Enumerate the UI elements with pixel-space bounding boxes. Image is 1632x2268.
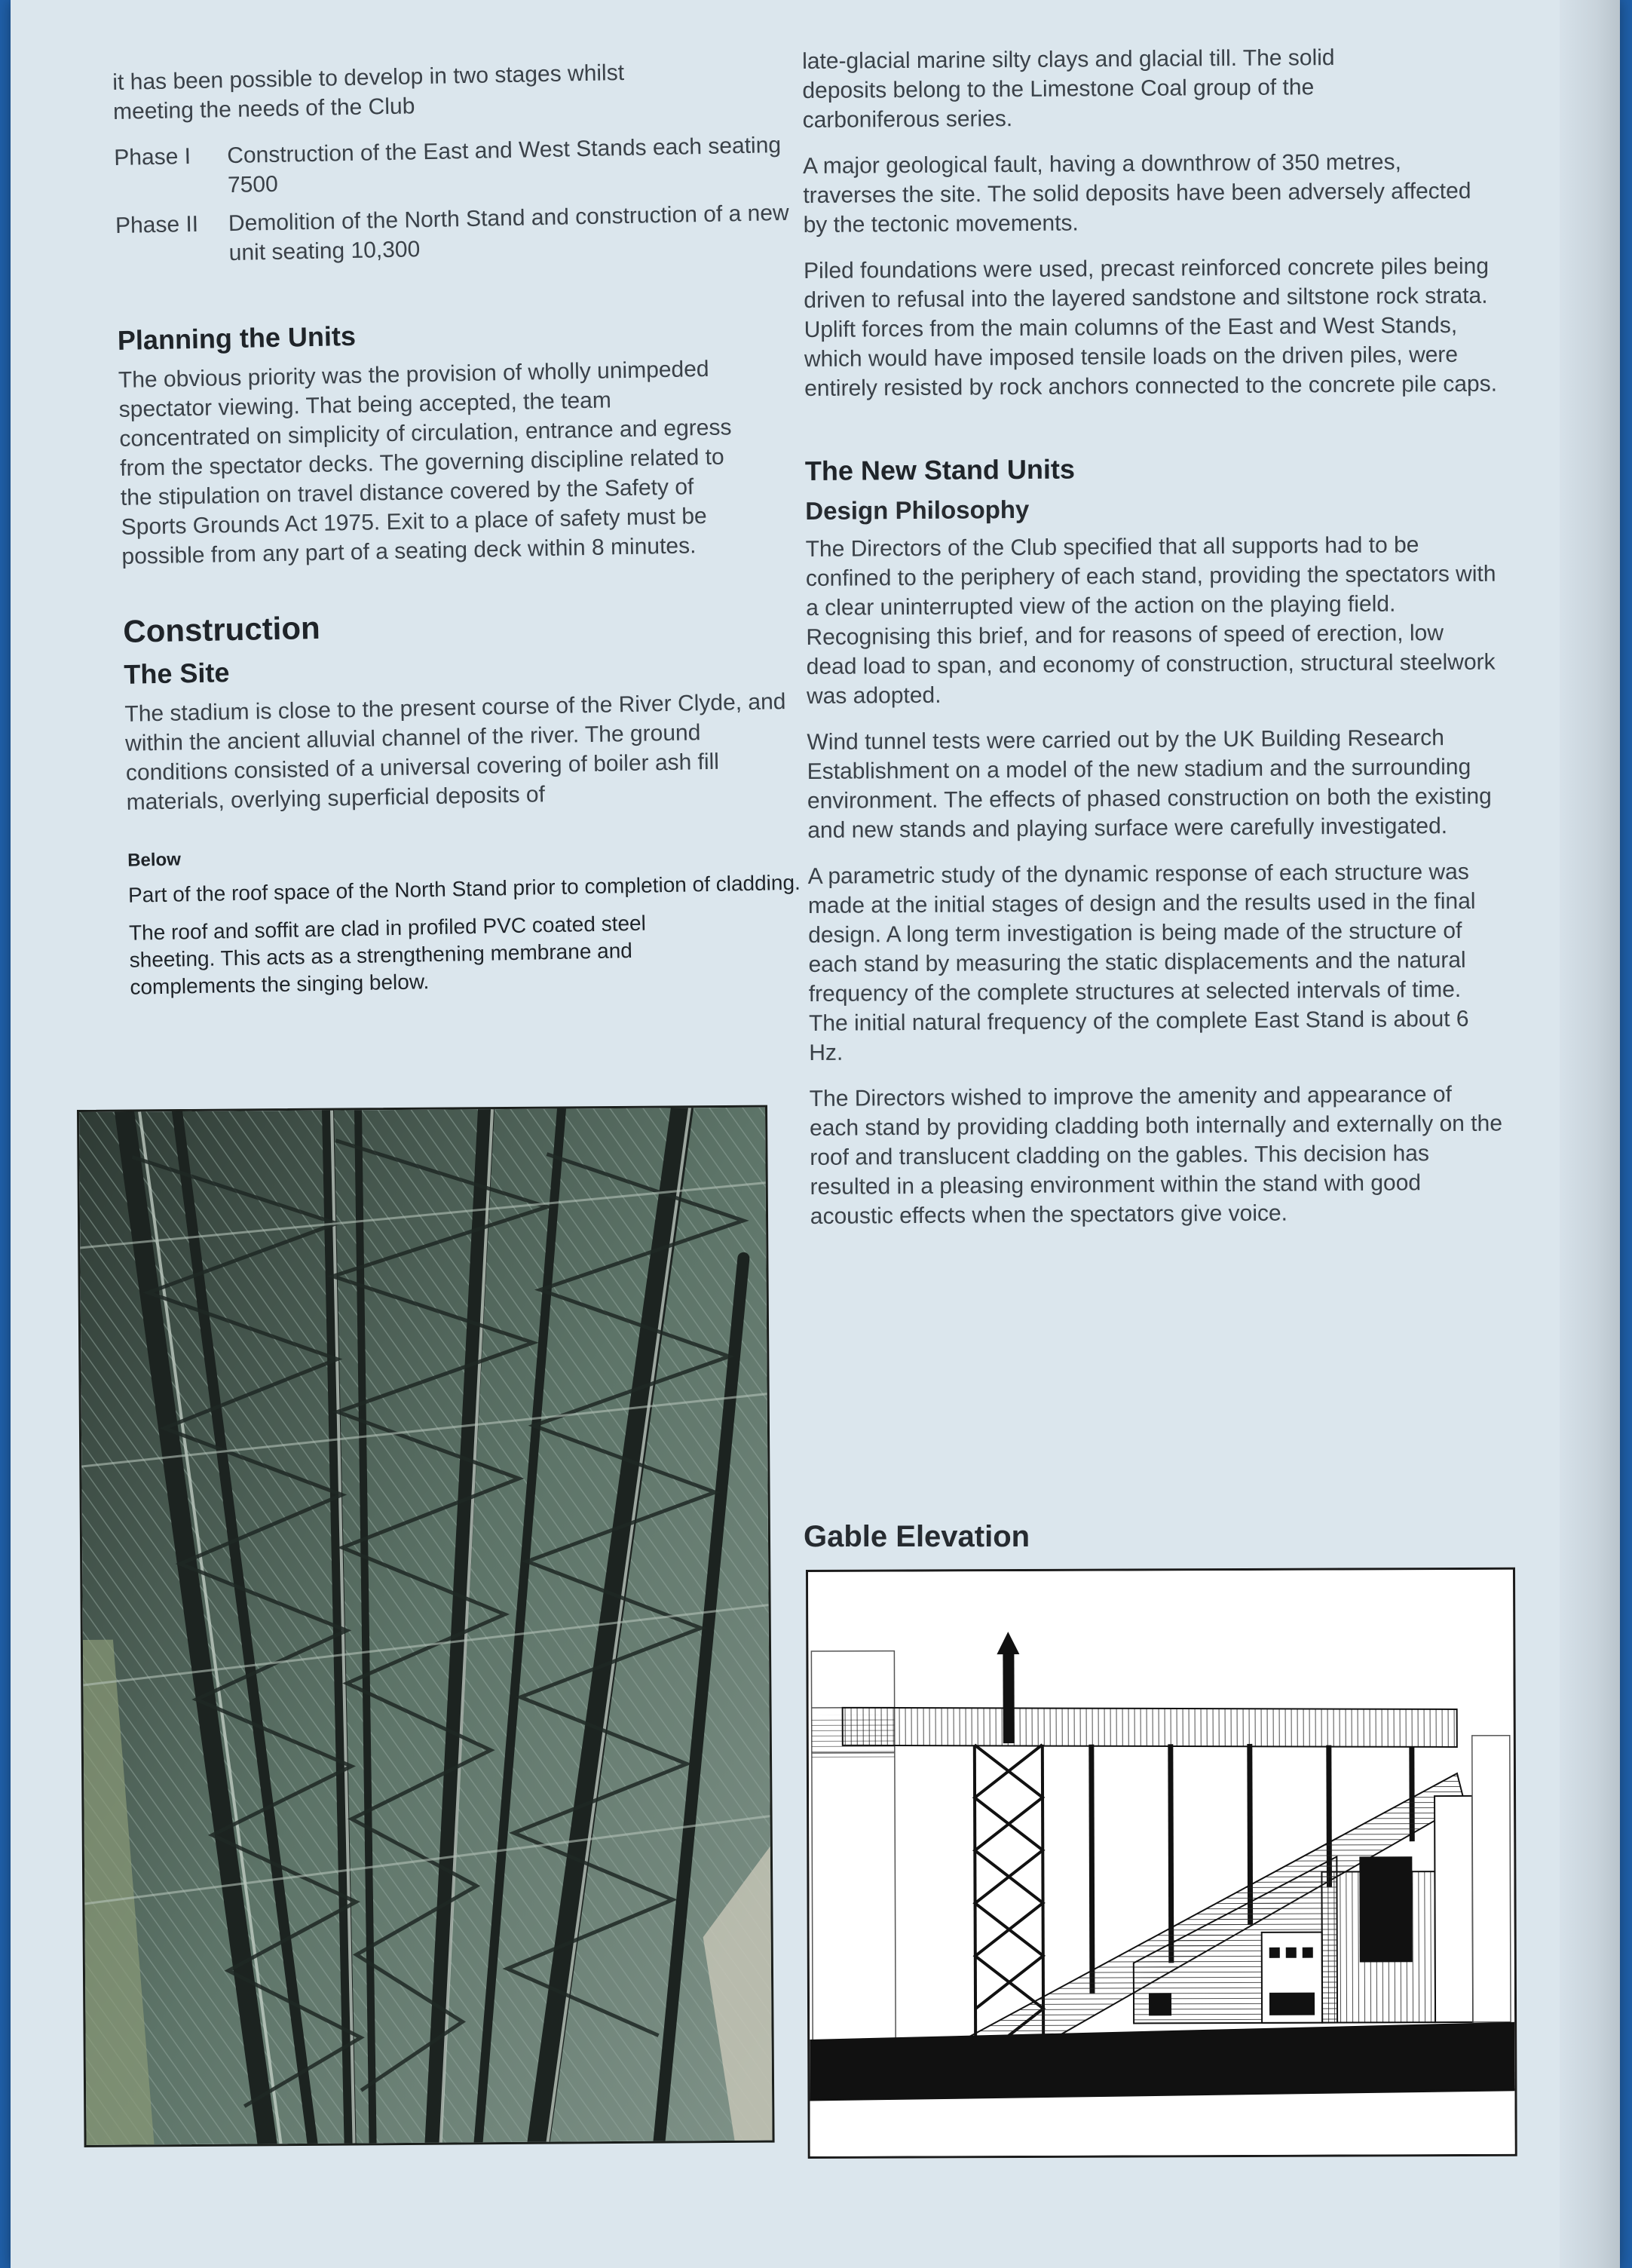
new-stand-heading: The New Stand Units	[804, 453, 1076, 486]
directors-paragraph: The Directors of the Club specified that all supports had to be confined to the periphery of each stand, providing the spectators with a clear uninterrupted view of the action on the playing field. Recognising this brief, and for reasons of speed of erection, low dead load to span, and economy of construction, structural steelwork was adopted.	[805, 532, 1496, 709]
design-philosophy-heading: Design Philosophy	[805, 495, 1030, 525]
planning-paragraph: The obvious priority was the provision of wholly unimpeded spectator viewing. That being accepted, the team concentrated on simplicity of circulation, entrance and egress from the spectator decks. The governing discipline related to the stipulation on travel distance covered by the Safety of Sports Grounds Act 1975. Exit to a place of safety must be possible from any part of a seating deck within 8 minutes.	[118, 356, 732, 569]
fault-paragraph: A major geological fault, having a downthrow of 350 metres, traverses the site. The solid deposits have been adversely affected by the tectonic movements.	[802, 149, 1471, 238]
intro-paragraph: it has been possible to develop in two stages whilst meeting the needs of the Club	[112, 60, 625, 124]
phase-label: Phase II	[115, 211, 199, 238]
gable-elevation-drawing	[806, 1568, 1517, 2159]
construction-heading: Construction	[122, 609, 321, 649]
phase-row	[115, 198, 795, 270]
caption-line-1: Part of the roof space of the North Stand prior to completion of cladding.	[127, 870, 801, 907]
gable-elevation-heading: Gable Elevation	[804, 1520, 1030, 1553]
site-heading: The Site	[124, 657, 230, 690]
phase-text: Construction of the East and West Stands each seating 7500	[226, 132, 782, 198]
phase-row	[114, 130, 793, 202]
gable-elevation-diagram	[808, 1570, 1515, 2156]
roof-truss-image	[79, 1108, 773, 2145]
page-fold-edge	[1560, 0, 1620, 2268]
document-page	[11, 0, 1620, 2268]
amenity-paragraph: The Directors wished to improve the amenity and appearance of each stand by providing cladding both internally and externally on the roof and translucent cladding on the gables. This decision has resulted in a pleasing environment within the stand with good acoustic effects when the spectators give voice.	[809, 1082, 1503, 1229]
geology-continued-paragraph: late-glacial marine silty clays and glacial till. The solid deposits belong to the Limestone Coal group of the carboniferous series.	[802, 45, 1335, 133]
piles-paragraph: Piled foundations were used, precast reinforced concrete piles being driven to refusal into the layered sandstone and siltstone rock strata. Uplift forces from the main columns of the East and West Stands, which would have imposed tensile loads on the driven piles, were entirely resisted by rock anchors connected to the concrete pile caps.	[803, 253, 1498, 401]
roof-space-photo	[77, 1105, 775, 2147]
parametric-paragraph: A parametric study of the dynamic response of each structure was made at the initial stages of design and the results used in the final design. A long term investigation is being made of the structure of each stand by measuring the static displacements and the natural frequency of the complete structures at selected intervals of time. The initial natural frequency of the complete East Stand is about 6 Hz.	[807, 859, 1476, 1065]
caption-label: Below	[127, 849, 182, 871]
photo-caption	[127, 835, 809, 1001]
phase-text: Demolition of the North Stand and construction of a new unit seating 10,300	[228, 200, 789, 266]
phase-label: Phase I	[113, 144, 191, 170]
left-column	[112, 55, 809, 1012]
right-column	[802, 42, 1504, 1248]
wind-tunnel-paragraph: Wind tunnel tests were carried out by the UK Building Research Establishment on a model of the new stadium and the surrounding environment. The effects of phased construction on both the existing and new stands and playing surface were carefully investigated.	[807, 725, 1492, 843]
planning-heading: Planning the Units	[117, 320, 357, 356]
site-paragraph: The stadium is close to the present course of the River Clyde, and within the ancient alluvial channel of the river. The ground conditions consisted of a universal covering of boiler ash fill materials, overlying superficial deposits of	[124, 689, 786, 815]
caption-line-2: The roof and soffit are clad in profiled PVC coated steel sheeting. This acts as a strengthening membrane and complements the singing below.	[128, 911, 647, 999]
